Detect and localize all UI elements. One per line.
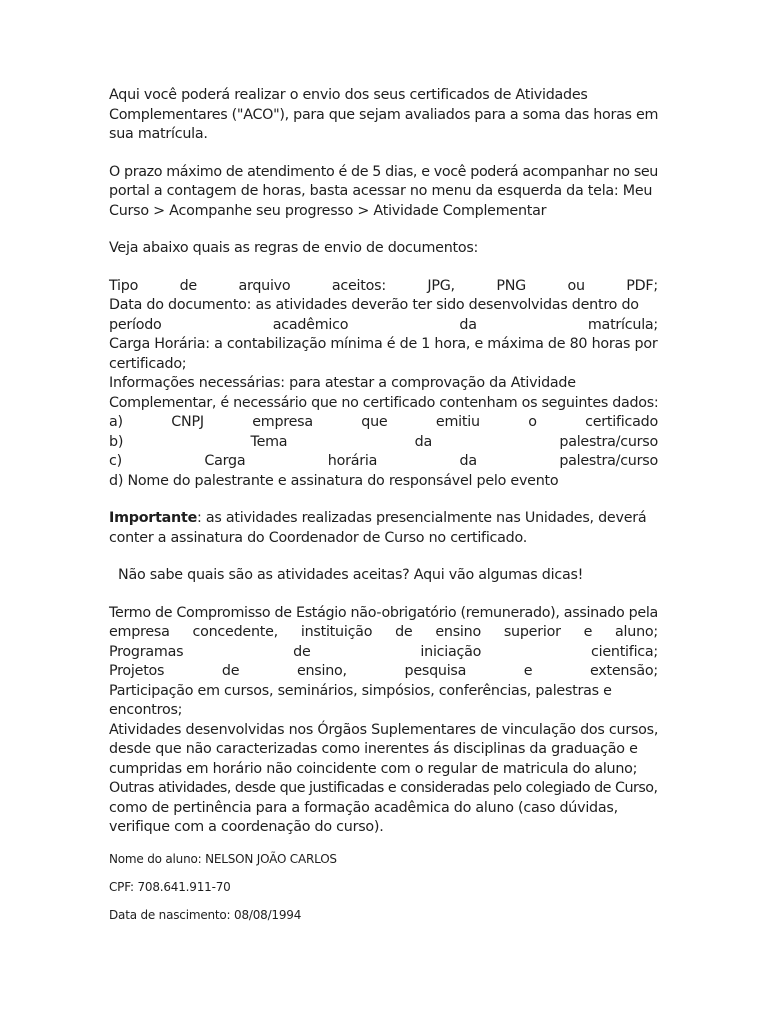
word: arquivo: [238, 277, 291, 294]
rule-date-line-2: [109, 316, 658, 336]
student-name: Nome do aluno: NELSON JOÃO CARLOS: [109, 851, 337, 866]
word: Tema: [250, 433, 288, 450]
tip-line-6: encontros;: [109, 702, 183, 718]
rule-item-a: [109, 413, 658, 433]
word: extensão;: [590, 663, 658, 679]
word: aceitos:: [331, 277, 386, 294]
word: período: [109, 316, 162, 333]
important-text: : as atividades realizadas presencialmente nas Unidades, deverá: [197, 510, 647, 526]
rule-file-type: [109, 277, 658, 297]
word: instituição: [300, 624, 373, 640]
rule-info-line-2: Complementar, é necessário que no certificado contenham os seguintes dados:: [109, 394, 659, 411]
tips-heading-text: Não sabe quais são as atividades aceitas? Aqui vão algumas dicas!: [118, 567, 584, 583]
tip-line-1: Termo de Compromisso de Estágio não-obrigatório (remunerado), assinado pela: [109, 604, 658, 621]
tip-line-2: [109, 623, 658, 643]
word: palestra/curso: [559, 453, 658, 469]
word: Tipo: [109, 277, 139, 294]
rules-intro: [109, 239, 658, 259]
tip-line-8: desde que não caracterizadas como inerentes ás disciplinas da graduação e: [109, 741, 638, 757]
word: de: [293, 643, 311, 660]
intro-line-3: sua matrícula.: [109, 126, 208, 142]
word: palestra/curso: [559, 433, 658, 450]
word: CNPJ: [171, 414, 204, 430]
student-birth-date: Data de nascimento: 08/08/1994: [109, 907, 302, 922]
deadline-line-1: O prazo máximo de atendimento é de 5 dias, e você poderá acompanhar no seu: [109, 163, 658, 180]
deadline-line-3: Curso > Acompanhe seu progresso > Atividade Complementar: [109, 202, 547, 219]
word: e: [523, 663, 533, 679]
word: matrícula;: [587, 316, 658, 333]
intro-paragraph: [109, 86, 658, 145]
rule-item-c: [109, 452, 658, 472]
word: concedente,: [192, 624, 278, 640]
rule-workload-line-2: certificado;: [109, 355, 187, 372]
tips-heading: [109, 566, 658, 586]
tip-line-7: Atividades desenvolvidas nos Órgãos Suplementares de vinculação dos cursos,: [109, 721, 659, 738]
rules-intro-text: Veja abaixo quais as regras de envio de documentos:: [109, 240, 479, 256]
tip-line-10: Outras atividades, desde que justificadas e consideradas pelo colegiado de Curso,: [109, 780, 658, 796]
word: Projetos: [109, 663, 165, 679]
word: PDF;: [626, 277, 658, 294]
word: PNG: [496, 277, 526, 294]
intro-line-2: Complementares ("ACO"), para que sejam avaliados para a soma das horas em: [109, 106, 659, 123]
word: emitiu: [435, 414, 480, 430]
rule-info-line-1: Informações necessárias: para atestar a comprovação da Atividade: [109, 375, 576, 391]
word: c): [109, 453, 122, 469]
word: ou: [567, 277, 585, 294]
word: da: [459, 453, 477, 469]
word: pesquisa: [404, 663, 467, 679]
deadline-paragraph: [109, 163, 658, 222]
deadline-line-2: portal a contagem de horas, basta acessar no menu da esquerda da tela: Meu: [109, 183, 653, 199]
word: certificado: [585, 414, 658, 430]
important-line-2: conter a assinatura do Coordenador de Curso no certificado.: [109, 529, 528, 546]
word: ensino: [435, 624, 481, 640]
tip-line-4: [109, 662, 658, 682]
tip-line-5: Participação em cursos, seminários, simpósios, conferências, palestras e: [109, 682, 612, 699]
word: aluno;: [615, 624, 658, 640]
rule-date-line-1: Data do documento: as atividades deverão ter sido desenvolvidas dentro do: [109, 297, 639, 313]
word: superior: [503, 624, 561, 640]
word: iniciação: [420, 643, 482, 660]
word: de: [179, 277, 197, 294]
word: da: [459, 316, 477, 333]
student-cpf: CPF: 708.641.911-70: [109, 879, 231, 894]
tip-line-9: cumpridas em horário não coincidente com o regular de matricula do aluno;: [109, 760, 638, 777]
intro-line-1: Aqui você poderá realizar o envio dos seus certificados de Atividades: [109, 87, 588, 103]
tip-line-3: [109, 643, 658, 663]
document-body: [109, 86, 658, 923]
word: cientifica;: [591, 643, 658, 660]
word: acadêmico: [272, 316, 349, 333]
tip-line-11: como de pertinência para a formação acadêmica do aluno (caso dúvidas,: [109, 799, 618, 816]
rule-item-d: d) Nome do palestrante e assinatura do responsável pelo evento: [109, 472, 559, 489]
word: horária: [327, 453, 378, 469]
rule-workload-line-1: Carga Horária: a contabilização mínima é de 1 hora, e máxima de 80 horas por: [109, 336, 658, 352]
rules-list: [109, 277, 658, 492]
word: Programas: [109, 643, 184, 660]
word: o: [528, 414, 537, 430]
word: da: [414, 433, 433, 450]
word: empresa: [109, 624, 170, 640]
word: b): [109, 433, 124, 450]
word: JPG,: [427, 277, 455, 294]
word: a): [109, 414, 123, 430]
important-paragraph: [109, 509, 658, 548]
word: Carga: [204, 453, 246, 469]
word: de: [221, 663, 240, 679]
tips-list: [109, 604, 658, 838]
important-line-1: [109, 509, 658, 529]
rule-item-b: [109, 433, 658, 453]
word: empresa: [252, 414, 313, 430]
important-label: Importante: [109, 510, 198, 526]
word: de: [395, 624, 413, 640]
word: que: [361, 414, 388, 430]
word: e: [583, 624, 593, 640]
tip-line-12: verifique com a coordenação do curso).: [109, 819, 384, 835]
word: ensino,: [296, 663, 347, 679]
